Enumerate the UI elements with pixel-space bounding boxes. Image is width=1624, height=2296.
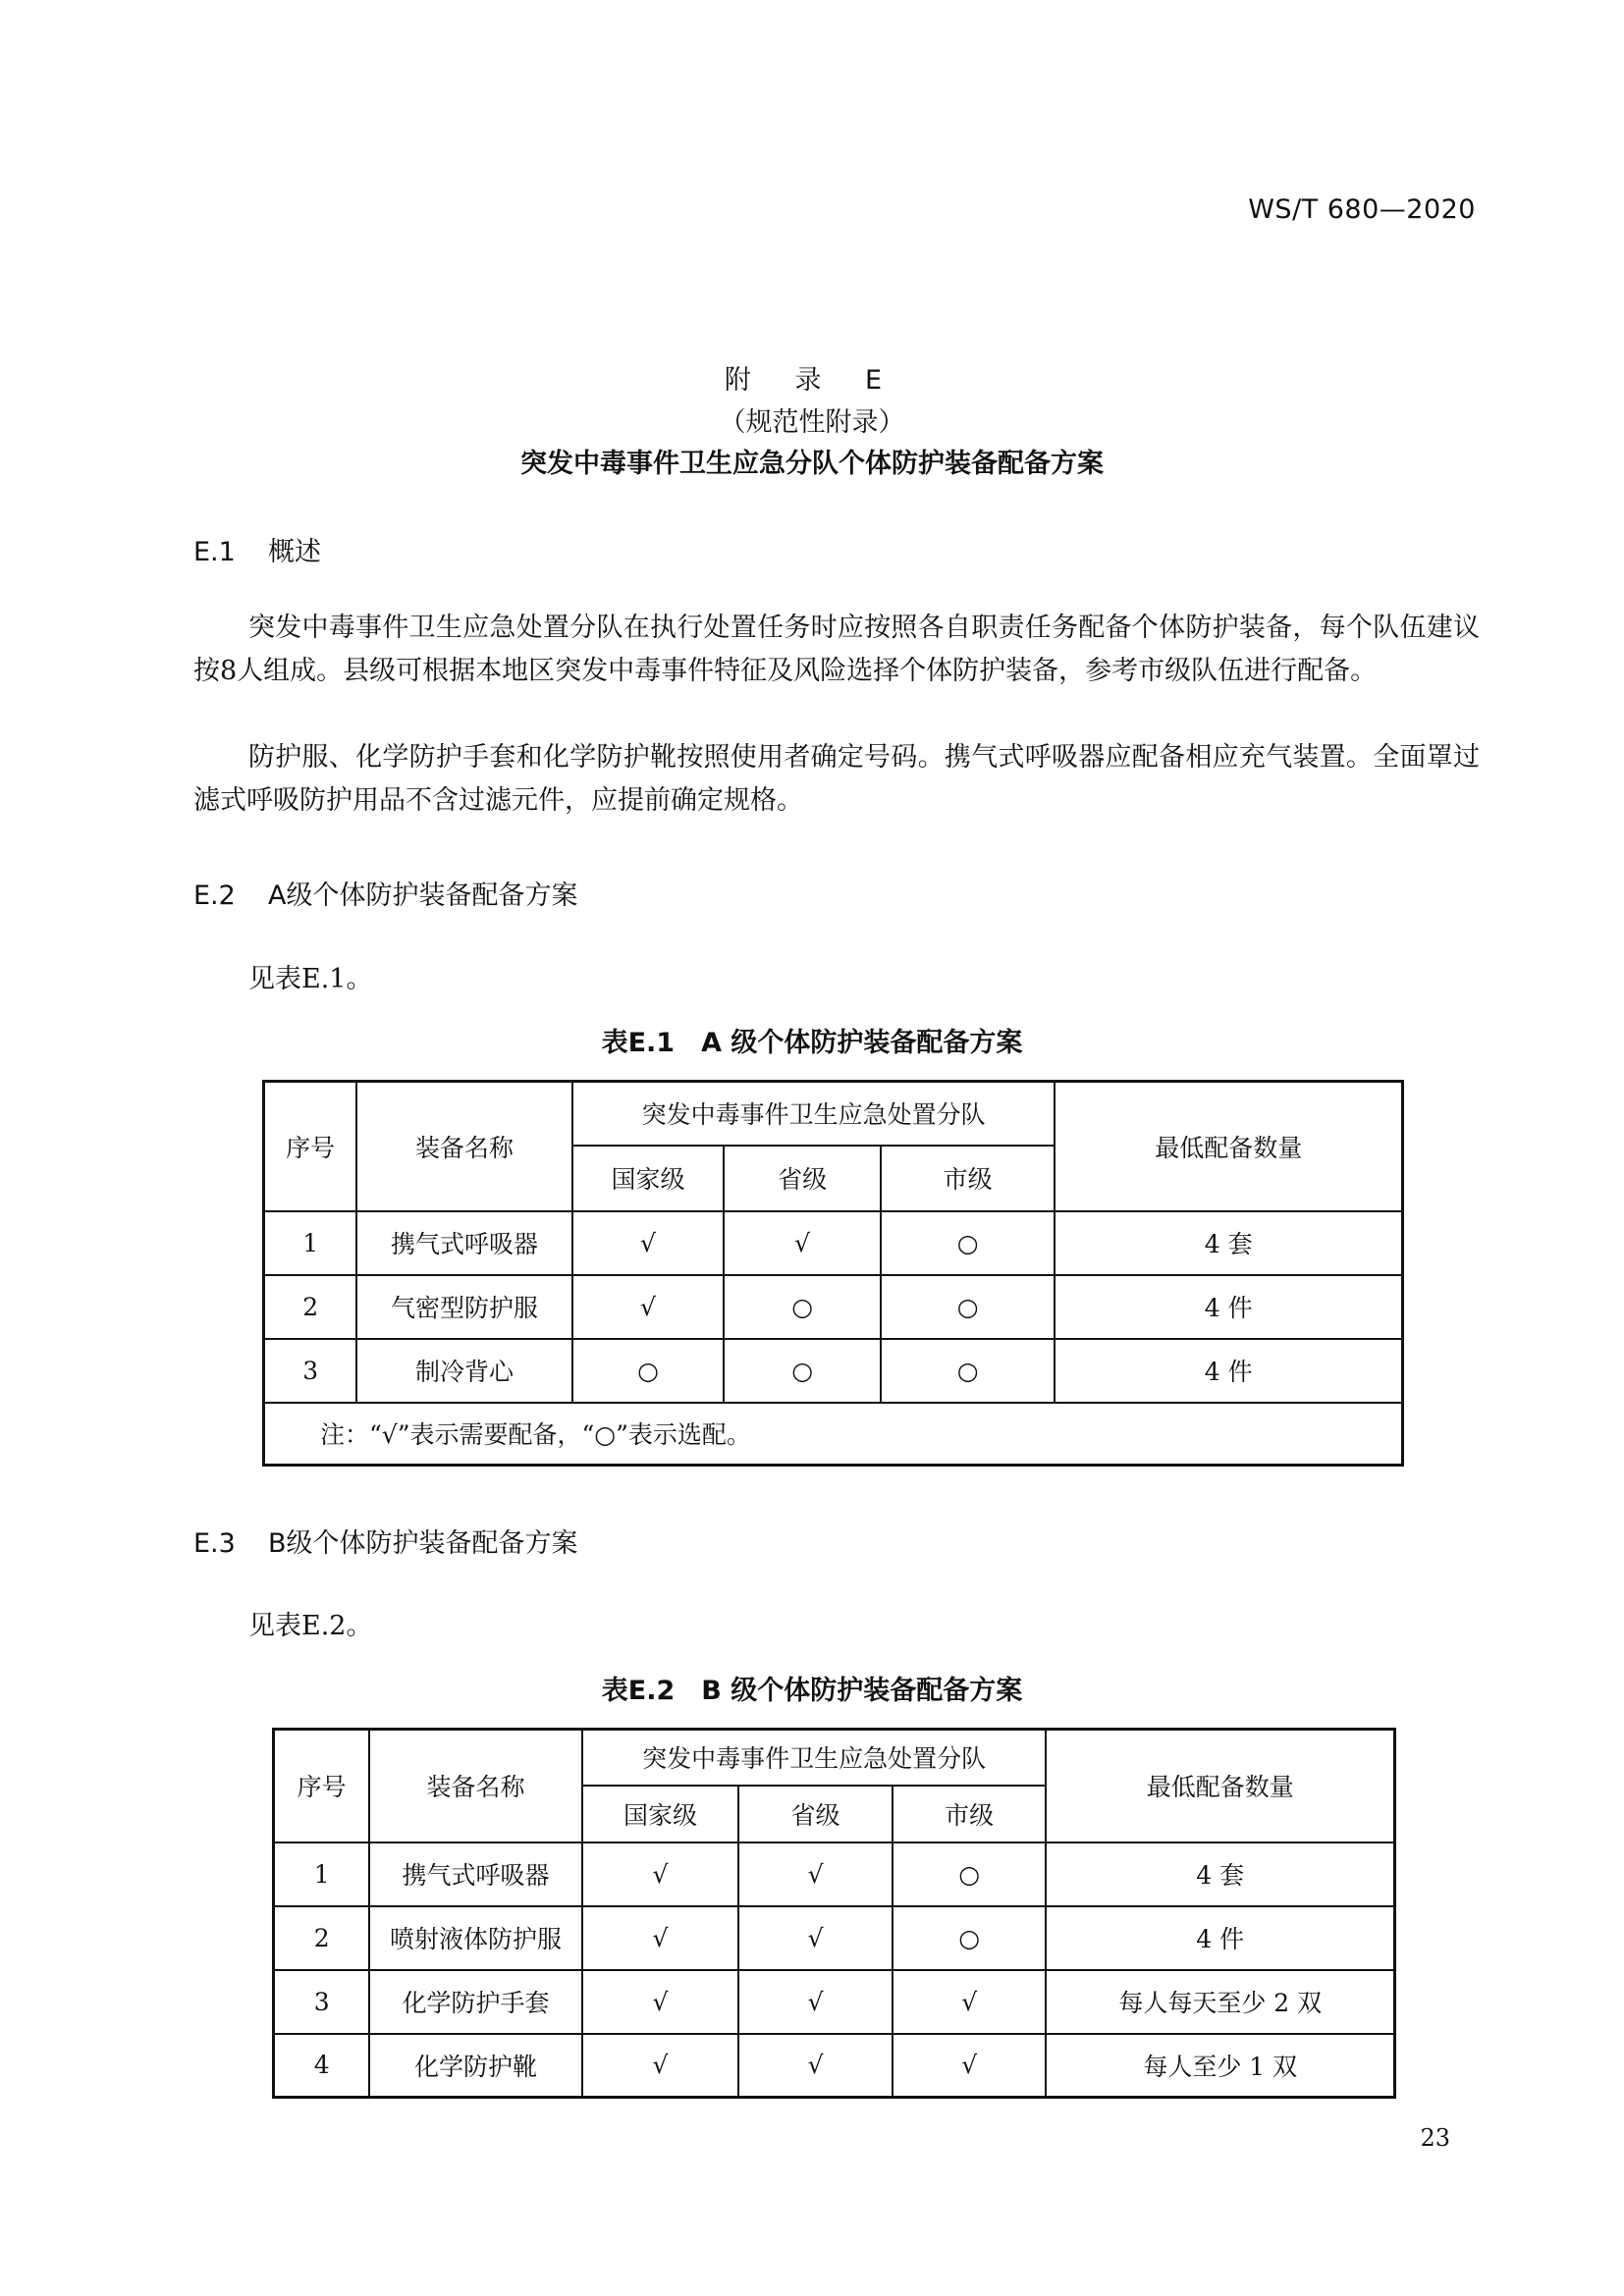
cell-qty: 4 件 [1055,1339,1402,1403]
cell-provincial: √ [738,1970,893,2034]
cell-name: 喷射液体防护服 [369,1906,581,1970]
header-national: 国家级 [572,1146,725,1211]
cell-no: 3 [264,1339,357,1403]
cell-qty: 每人至少 1 双 [1046,2034,1394,2098]
cell-municipal: ○ [893,1842,1047,1906]
table-row [264,1211,1403,1275]
cell-name: 气密型防护服 [356,1275,571,1339]
header-no: 序号 [274,1730,370,1842]
cell-qty: 4 件 [1055,1275,1402,1339]
cell-national: √ [582,1842,739,1906]
section-heading-e3 [193,1522,578,1560]
header-min-qty: 最低配备数量 [1046,1730,1394,1842]
cell-provincial: ○ [724,1339,881,1403]
cell-name: 携气式呼吸器 [369,1842,581,1906]
header-group: 突发中毒事件卫生应急处置分队 [582,1730,1047,1786]
header-group: 突发中毒事件卫生应急处置分队 [572,1082,1056,1146]
table-row [274,1970,1395,2034]
annex-type: （规范性附录） [719,407,905,438]
cell-municipal: √ [893,1970,1047,2034]
cell-no: 2 [264,1275,357,1339]
cell-qty: 每人每天至少 2 双 [1046,1970,1394,2034]
cell-national: ○ [572,1339,725,1403]
table-e2 [272,1728,1396,2099]
page-number: 23 [1420,2124,1450,2152]
table-row [274,1906,1395,1970]
header-provincial: 省级 [738,1786,893,1842]
cell-no: 1 [274,1842,370,1906]
cell-name: 携气式呼吸器 [356,1211,571,1275]
table-e1 [262,1080,1404,1467]
paragraph-overview-1: 突发中毒事件卫生应急处置分队在执行处置任务时应按照各自职责任务配备个体防护装备，每个队伍建议按8人组成。县级可根据本地区突发中毒事件特征及风险选择个体防护装备，参考市级队伍进行配备。 [193,613,1480,686]
header-provincial: 省级 [724,1146,881,1211]
cell-provincial: √ [738,1842,893,1906]
header-min-qty: 最低配备数量 [1055,1082,1402,1211]
standard-code: WS/T 680—2020 [1248,194,1476,225]
header-no: 序号 [264,1082,357,1211]
cell-municipal: ○ [881,1275,1056,1339]
header-municipal: 市级 [893,1786,1047,1842]
table-row [264,1339,1403,1403]
cell-name: 制冷背心 [356,1339,571,1403]
annex-label: 附 录 E [724,365,900,396]
cell-no: 2 [274,1906,370,1970]
cell-name: 化学防护靴 [369,2034,581,2098]
cell-national: √ [582,1906,739,1970]
header-name: 装备名称 [356,1082,571,1211]
cell-provincial: ○ [724,1275,881,1339]
section-number: E.2 [193,881,236,911]
section-title: A级个体防护装备配备方案 [268,881,578,911]
header-municipal: 市级 [881,1146,1056,1211]
see-table-e2: 见表E.2。 [248,1611,373,1641]
cell-national: √ [572,1211,725,1275]
cell-no: 1 [264,1211,357,1275]
section-title: 概述 [268,537,321,567]
cell-name: 化学防护手套 [369,1970,581,2034]
paragraph-overview-2: 防护服、化学防护手套和化学防护靴按照使用者确定号码。携气式呼吸器应配备相应充气装置。全面罩过滤式呼吸防护用品不含过滤元件，应提前确定规格。 [193,742,1480,816]
cell-provincial: √ [724,1211,881,1275]
cell-municipal: √ [893,2034,1047,2098]
table-row [274,2034,1395,2098]
cell-qty: 4 件 [1046,1906,1394,1970]
cell-provincial: √ [738,1906,893,1970]
cell-qty: 4 套 [1055,1211,1402,1275]
cell-no: 4 [274,2034,370,2098]
table-row [264,1275,1403,1339]
cell-municipal: ○ [881,1211,1056,1275]
section-title: B级个体防护装备配备方案 [268,1528,578,1559]
table-caption-e1: 表E.1 A 级个体防护装备配备方案 [601,1028,1023,1058]
cell-national: √ [582,2034,739,2098]
cell-qty: 4 套 [1046,1842,1394,1906]
section-heading-e2 [193,874,577,912]
section-number: E.3 [193,1528,236,1559]
section-heading-e1 [193,530,321,568]
annex-title: 突发中毒事件卫生应急分队个体防护装备配备方案 [520,449,1104,479]
header-name: 装备名称 [369,1730,581,1842]
table-note: 注：“√”表示需要配备，“○”表示选配。 [264,1403,1403,1466]
table-row [274,1842,1395,1906]
header-national: 国家级 [582,1786,739,1842]
cell-national: √ [582,1970,739,2034]
see-table-e1: 见表E.1。 [248,964,373,994]
table-caption-e2: 表E.2 B 级个体防护装备配备方案 [601,1676,1023,1706]
cell-national: √ [572,1275,725,1339]
section-number: E.1 [193,537,236,567]
cell-municipal: ○ [893,1906,1047,1970]
cell-provincial: √ [738,2034,893,2098]
cell-municipal: ○ [881,1339,1056,1403]
cell-no: 3 [274,1970,370,2034]
